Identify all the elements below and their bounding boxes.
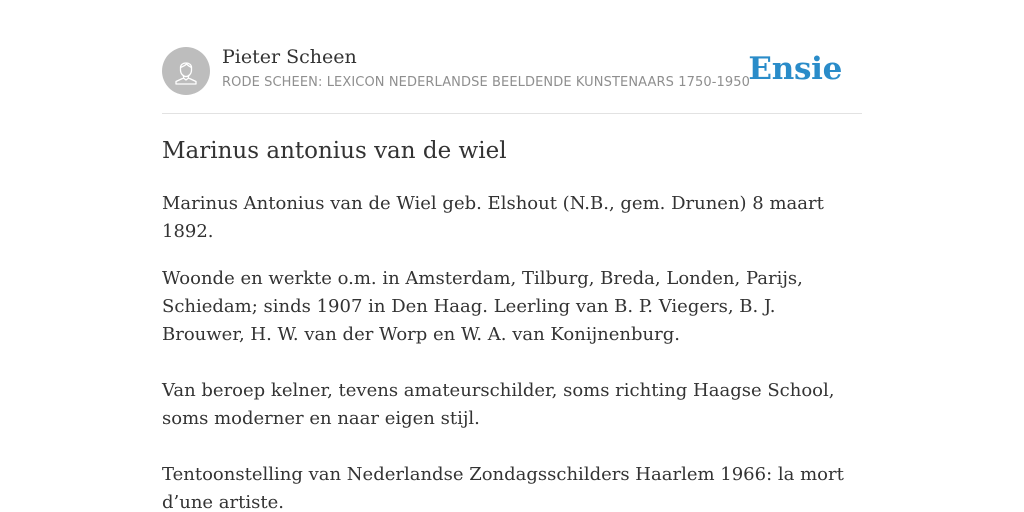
article-body: [162, 190, 862, 512]
article-header: [162, 46, 862, 96]
author-avatar[interactable]: [162, 47, 210, 95]
source-lexicon[interactable]: RODE SCHEEN: LEXICON NEDERLANDSE BEELDENDE KUNSTENAARS 1750-1950: [222, 75, 750, 90]
author-name[interactable]: Pieter Scheen: [222, 46, 357, 68]
ensie-logo[interactable]: Ensie: [748, 51, 842, 87]
article-lead: Marinus Antonius van de Wiel geb. Elshout (N.B., gem. Drunen) 8 maart 1892.: [162, 193, 824, 242]
article-title: Marinus antonius van de wiel: [162, 138, 507, 164]
article-text: Woonde en werkte o.m. in Amsterdam, Tilburg, Breda, Londen, Parijs, Schiedam; sinds 1907 in Den Haag. Leerling van B. P. Viegers, B. J. Brouwer, H. W. van der Worp en W. A. van Konijnenburg. Van beroep kelner, tevens amateurschilder, soms richting Haagse School, soms moderner en naar eigen stijl. Tentoonstelling van Nederlandse Zondagsschilders Haarlem 1966: la mort d’une artiste.: [162, 268, 844, 512]
header-divider: [162, 113, 862, 114]
user-silhouette-icon: [162, 47, 210, 95]
